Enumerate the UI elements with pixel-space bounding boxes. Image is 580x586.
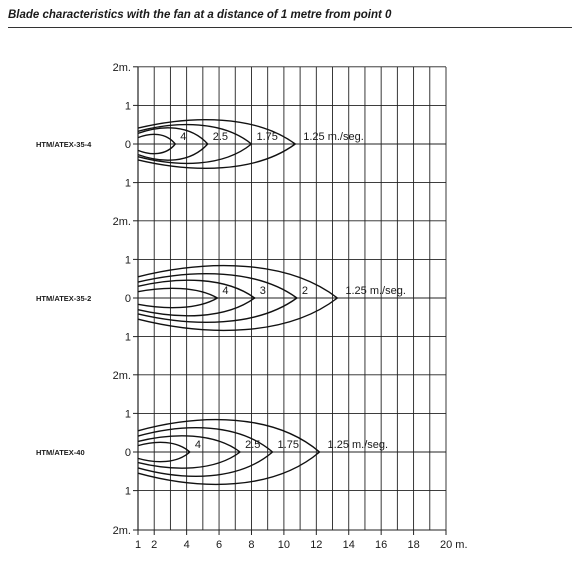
y-tick-label: 1: [124, 177, 131, 190]
x-tick-label: 10: [277, 539, 291, 551]
y-tick-label: 0: [124, 447, 131, 459]
isovel-label: 2: [301, 285, 308, 297]
y-tick-label: 1: [124, 254, 131, 267]
isovel-label: 4: [194, 439, 201, 451]
y-tick-label: 2m.: [112, 61, 131, 74]
y-tick-label: 1: [124, 331, 131, 344]
x-tick-label: 18: [407, 539, 420, 551]
model-label: HTM/ATEX-35-4: [36, 140, 92, 149]
isovel-label: 4: [180, 131, 187, 143]
x-tick-label: 4: [183, 539, 190, 551]
y-tick-label: 1: [124, 100, 131, 113]
y-tick-label: 0: [124, 139, 131, 151]
y-tick-label: 2m.: [112, 369, 131, 382]
x-tick-label: 20 m.: [440, 539, 468, 551]
isovel-label: 1.75: [256, 131, 278, 143]
x-tick-label: 8: [248, 539, 255, 551]
isovel-label: 1.25 m./seg.: [345, 285, 406, 297]
y-tick-label: 2m.: [112, 525, 131, 537]
x-tick-label: 1: [134, 539, 142, 551]
isovel-label: 4: [222, 285, 229, 297]
model-label: HTM/ATEX-35-2: [36, 294, 92, 303]
isovel-label: 1.75: [277, 439, 299, 451]
model-label: HTM/ATEX-40: [36, 448, 85, 457]
isovel-curves: [138, 120, 337, 485]
isovel-label: 2.5: [245, 439, 261, 451]
x-tick-label: 12: [310, 539, 323, 551]
isovel-label: 1.25 m./seg.: [327, 439, 389, 451]
y-tick-label: 1: [124, 408, 131, 421]
isovel-label: 1.25 m./seg.: [303, 131, 364, 143]
x-tick-label: 16: [375, 539, 388, 551]
y-tick-label: 0: [124, 293, 131, 305]
isovel-label: 3: [259, 285, 266, 297]
x-tick-label: 14: [342, 539, 355, 551]
isovel-label: 2.5: [212, 131, 229, 143]
chart-title: Blade characteristics with the fan at a distance of 1 metre from point 0: [8, 9, 392, 21]
y-tick-label: 2m.: [112, 215, 131, 228]
y-tick-label: 1: [124, 485, 131, 498]
x-tick-label: 6: [215, 539, 223, 551]
x-tick-label: 2: [151, 539, 158, 551]
